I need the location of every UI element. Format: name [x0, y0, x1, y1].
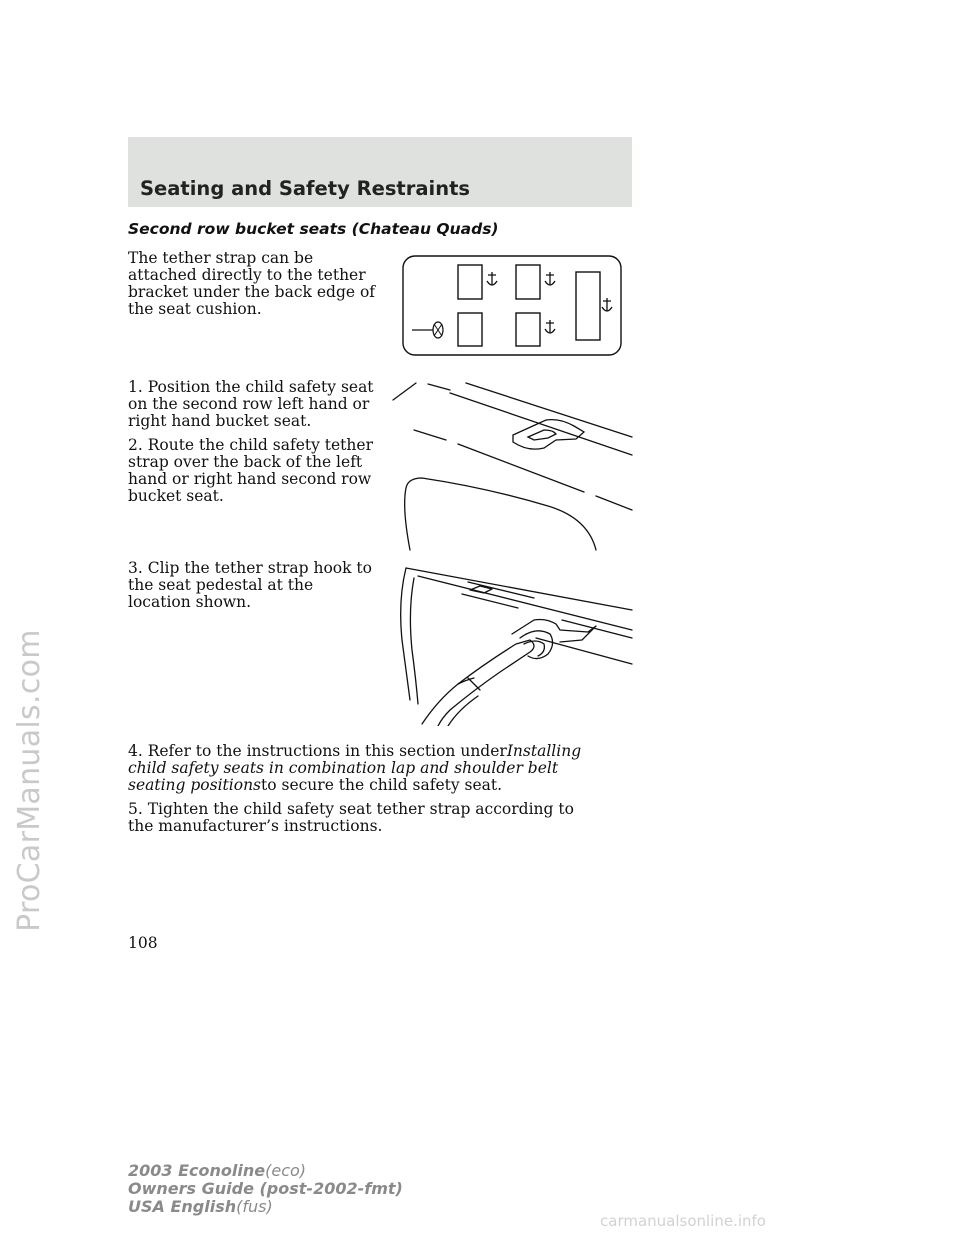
- document-footer: [128, 1162, 403, 1216]
- step-5: 5. Tighten the child safety seat tether strap according to the manufacturer’s instructions.: [128, 800, 574, 835]
- step-1: 1. Position the child safety seat on the second row left hand or right hand bucket seat.: [128, 378, 374, 430]
- anchor-icon: [602, 298, 612, 311]
- seat-front-right: [516, 265, 540, 299]
- anchor-icon: [545, 272, 555, 285]
- section-title: Seating and Safety Restraints: [140, 177, 471, 200]
- site-watermark: carmanualsonline.info: [600, 1212, 766, 1230]
- seat-front-left: [458, 265, 482, 299]
- anchor-icon: [487, 272, 497, 285]
- footer-model-code: (eco): [265, 1161, 307, 1180]
- anchor-icon: [545, 320, 555, 333]
- step-3: 3. Clip the tether strap hook to the seat pedestal at the location shown.: [128, 559, 372, 611]
- circle-x-icon: [433, 322, 443, 338]
- subheading: Second row bucket seats (Chateau Quads): [128, 220, 499, 238]
- side-watermark: [6, 500, 52, 1060]
- intro-paragraph: The tether strap can be attached directly to the tether bracket under the back edge of the seat cushion.: [128, 249, 376, 318]
- footer-model: 2003 Econoline: [128, 1161, 266, 1180]
- step-2: 2. Route the child safety tether strap over the back of the left hand or right hand second row bucket seat.: [128, 436, 373, 505]
- step-4-text-end: to secure the child safety seat.: [261, 776, 503, 794]
- step-4-reference: Installing child safety seats in combination lap and shoulder belt seating positions: [128, 742, 582, 794]
- seat-rear-left: [458, 313, 482, 346]
- step-4-text: 4. Refer to the instructions in this section under: [128, 742, 507, 760]
- footer-language: USA English: [128, 1197, 237, 1216]
- footer-language-code: (fus): [236, 1197, 273, 1216]
- tether-hook-diagram: [388, 560, 636, 726]
- watermark-text: ProCarManuals.com: [11, 628, 47, 932]
- page-number: 108: [128, 934, 158, 952]
- seat-rear-right: [516, 313, 540, 346]
- section-header: [128, 137, 632, 207]
- step-4: [128, 743, 598, 794]
- seat-layout-diagram: [400, 254, 624, 358]
- bench-seat: [576, 272, 600, 340]
- footer-guide: Owners Guide (post-2002-fmt): [128, 1179, 403, 1198]
- tether-bracket-diagram: [388, 378, 636, 554]
